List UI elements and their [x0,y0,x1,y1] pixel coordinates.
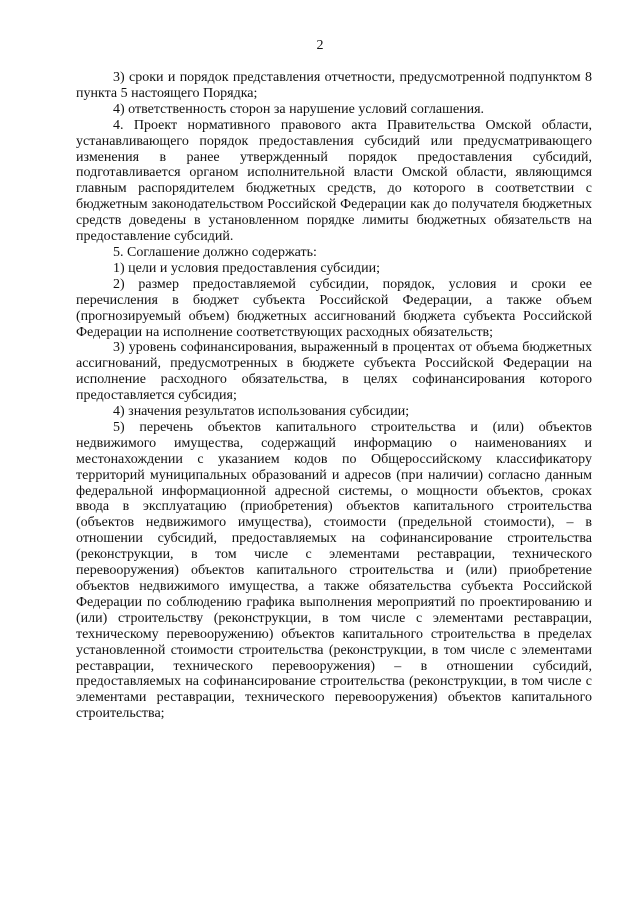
paragraph-goals-conditions: 1) цели и условия предоставления субсидии; [113,260,381,276]
paragraph-cofinancing-level: 3) уровень софинансирования, выраженный в процентах от объема бюджетных ассигнований, предусмотренных в бюджете субъекта Российской Федерации на исполнение расходного обязательства, в целях софинансирования которого предоставляется субсидия; [76,340,592,404]
paragraph-result-values: 4) значения результатов использования субсидии; [113,404,410,420]
document-body [76,70,592,722]
paragraph-reporting-terms: 3) сроки и порядок представления отчетности, предусмотренной подпунктом 8 пункта 5 настоящего Порядка; [76,70,592,101]
paragraph-item-5-agreement: 5. Соглашение должно содержать: [113,244,317,260]
paragraph-item-4-draft-act: 4. Проект нормативного правового акта Правительства Омской области, устанавливающего порядок предоставления субсидий или предусматривающего изменения в ранее утвержденный порядок предоставления субсидий, подготавливается органом исполнительной власти Омской области, являющимся главным распорядителем бюджетных средств, до которого в соответствии с бюджетным законодательством Российской Федерации как до получателя бюджетных средств доведены в установленном порядке лимиты бюджетных обязательств на предоставление субсидий. [76,117,592,245]
paragraph-responsibility: 4) ответственность сторон за нарушение условий соглашения. [113,101,485,117]
page-number: 2 [316,38,324,53]
paragraph-construction-objects: 5) перечень объектов капитального строительства и (или) объектов недвижимого имущества, содержащий информацию о наименованиях и местонахождении с указанием кодов по Общероссийскому классификатору территорий муниципальных образований и адресов (при наличии) согласно данным федеральной информационной адресной системы, о мощности объектов, сроках ввода в эксплуатацию (приобретения) объектов капитального строительства (объектов недвижимого имущества), стоимости (предельной стоимости), – в отношении субсидий, предоставляемых на софинансирование строительства (реконструкции, в том числе с элементами реставрации, технического перевооружения) объектов капитального строительства и (или) приобретение объектов недвижимого имущества, а также обязательства субъекта Российской Федерации по соблюдению графика выполнения мероприятий по проектированию и (или) строительству (реконструкции, в том числе с элементами реставрации, техническому перевооружению) объектов капитального строительства в пределах установленной стоимости строительства (реконструкции, в том числе с элементами реставрации, технического перевооружения) – в отношении субсидий, предоставляемых на софинансирование строительства (реконструкции, в том числе с элементами реставрации, технического перевооружения) объектов капитального строительства; [76,419,592,722]
paragraph-subsidy-amount: 2) размер предоставляемой субсидии, порядок, условия и сроки ее перечисления в бюджет субъекта Российской Федерации, а также объем (прогнозируемый объем) бюджетных ассигнований бюджета субъекта Российской Федерации на исполнение соответствующих расходных обязательств; [76,276,592,340]
